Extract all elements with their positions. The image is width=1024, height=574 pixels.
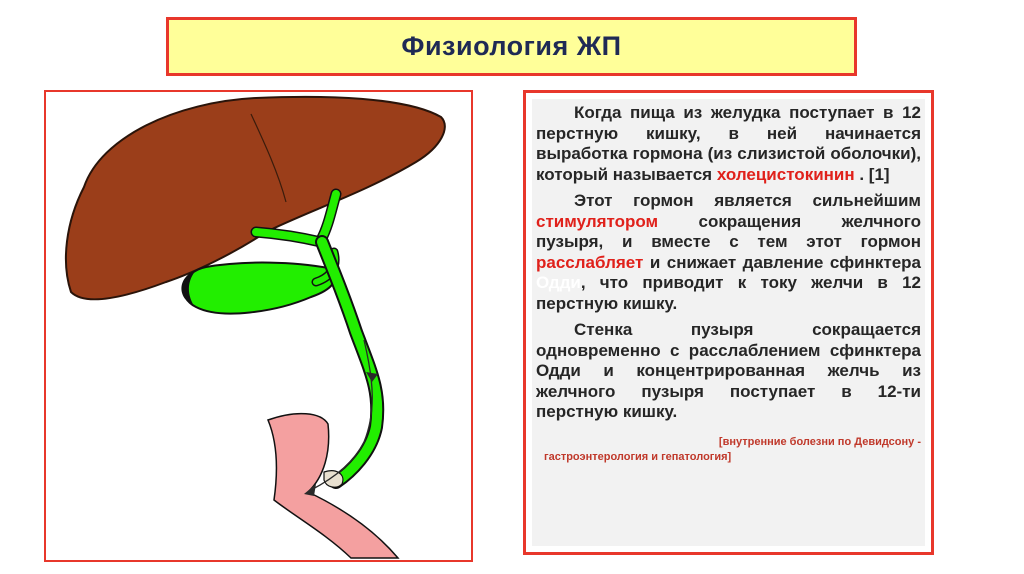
paragraph-3: Стенка пузыря сокращается одновременно с расслаблением сфинктера Одди и концентрированная желчь из желчного пузыря поступает в 12-ти перстную кишку. <box>536 320 921 421</box>
p2-text-c: и снижает давление сфинктера <box>643 252 921 272</box>
p2-text-b: сокращения желчного пузыря, и вместе с тем этот гормон <box>536 211 921 251</box>
reference-note <box>536 435 921 465</box>
paragraph-1 <box>536 103 921 185</box>
p1-text-a: Когда пища из желудка поступает в 12 перстную кишку, в ней начинается выработка гормона (из слизистой оболочки), который называется <box>536 103 921 184</box>
p2-text-d: , что приводит к току желчи в 12 перстную кишку. <box>536 273 921 313</box>
term-cholecystokinin: холецистокинин <box>716 164 855 184</box>
text-panel <box>523 90 934 555</box>
p2-text-a: Этот гормон является сильнейшим <box>574 191 921 210</box>
paragraph-2 <box>536 191 921 314</box>
gallbladder-shape <box>184 263 335 314</box>
text-panel-inner <box>532 99 925 546</box>
term-stimulator: стимулятором <box>536 211 659 231</box>
reference-line-1: [внутренние болезни по Девидсону - <box>718 435 921 448</box>
term-oddi: Одди <box>536 273 581 292</box>
title-banner <box>166 17 857 76</box>
slide-title: Физиология ЖП <box>401 31 622 61</box>
reference-line-2: гастроэнтерология и гепатология] <box>544 450 732 463</box>
p1-text-b: . [1] <box>854 164 890 184</box>
anatomy-figure <box>44 90 473 562</box>
gallbladder-illustration <box>46 92 471 560</box>
term-relaxes: расслабляет <box>536 252 644 272</box>
sphincter-oddi <box>324 471 343 487</box>
